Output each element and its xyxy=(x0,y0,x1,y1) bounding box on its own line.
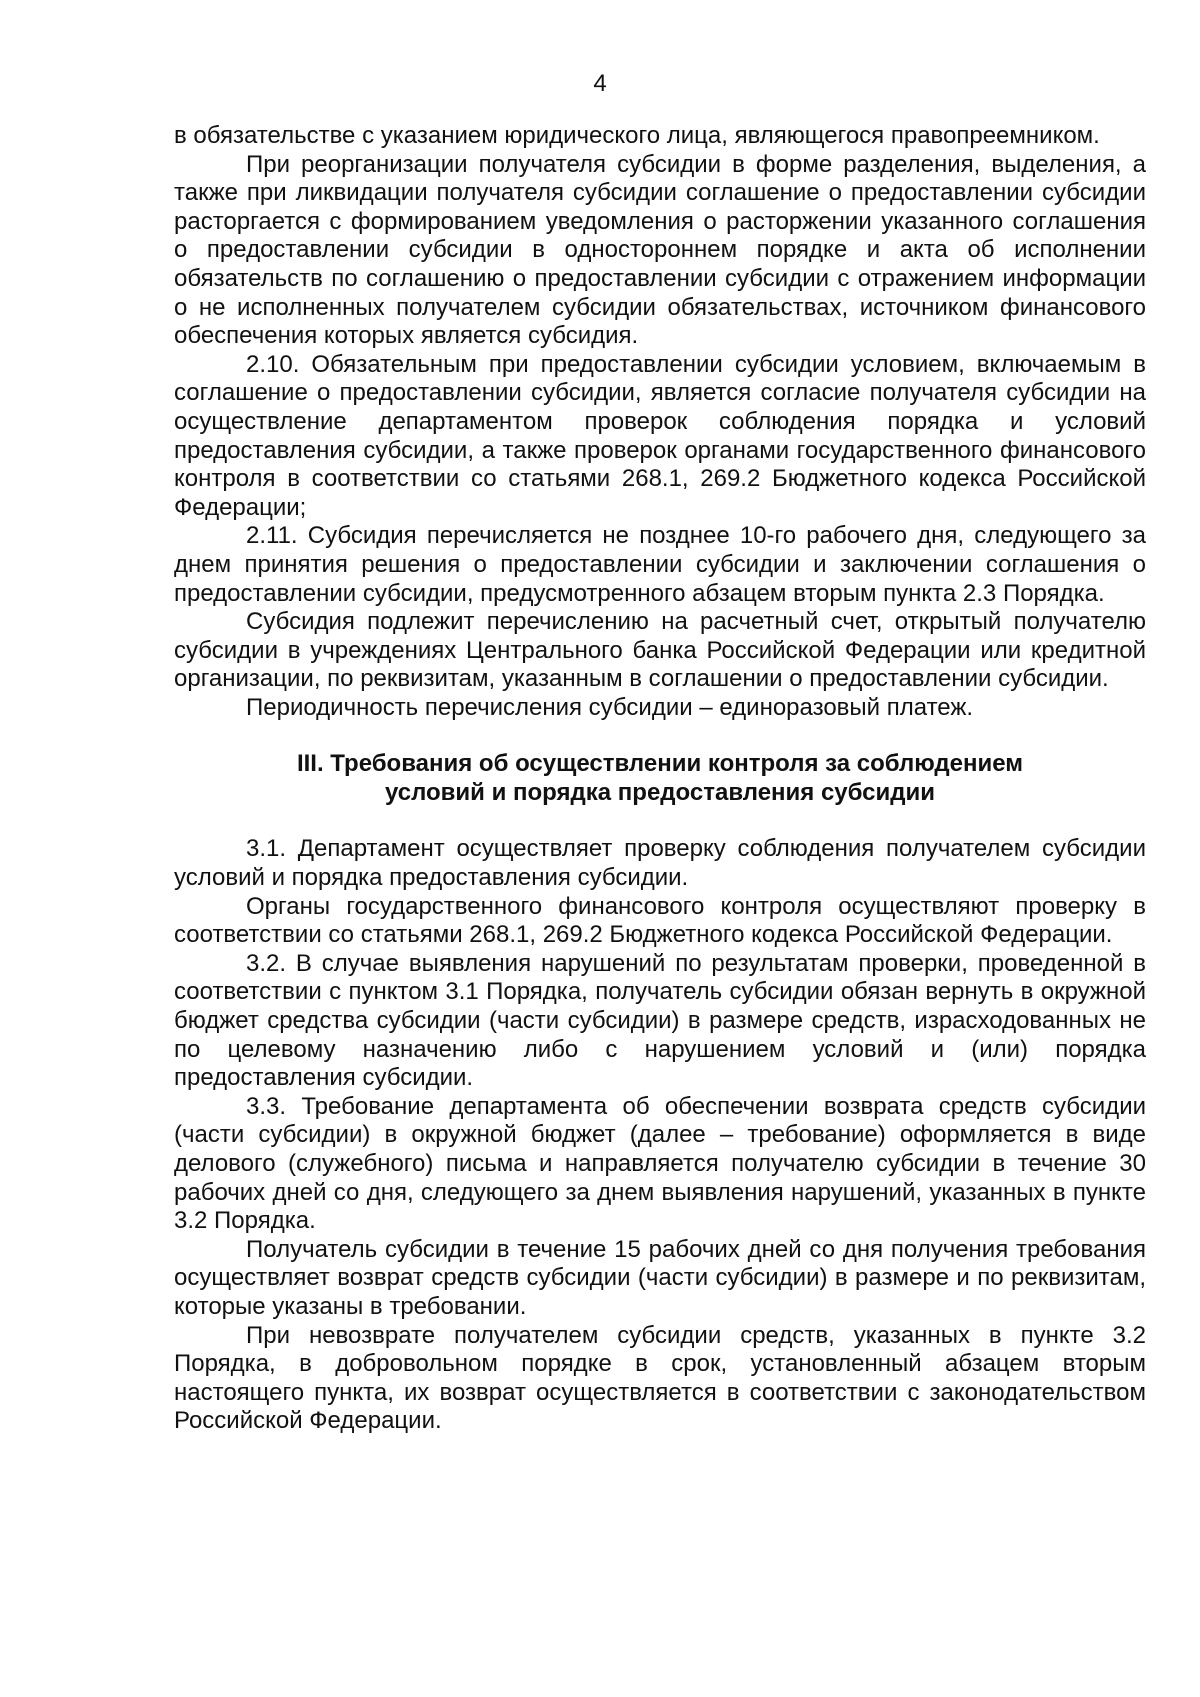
paragraph-clause-2-10: 2.10. Обязательным при предоставлении субсидии условием, включаемым в соглашение о предоставлении субсидии, является согласие получателя субсидии на осуществление департаментом проверок соблюдения порядка и условий предоставления субсидии, а также проверок органами государственного финансового контроля в соответствии со статьями 268.1, 269.2 Бюджетного кодекса Российской Федерации; xyxy=(174,350,1146,521)
section-heading-line: III. Требования об осуществлении контроля за соблюдением xyxy=(296,750,1024,778)
paragraph-clause-3-1: 3.1. Департамент осуществляет проверку соблюдения получателем субсидии условий и порядка предоставления субсидии. xyxy=(174,835,1146,892)
paragraph: в обязательстве с указанием юридического лица, являющегося правопреемником. xyxy=(174,122,1100,149)
document-body xyxy=(174,122,1146,1436)
paragraph-clause-3-3: 3.3. Требование департамента об обеспечении возврата средств субсидии (части субсидии) в окружной бюджет (далее – требование) оформляется в виде делового (служебного) письма и направляется получателю субсидии в течение 30 рабочих дней со дня, следующего за днем выявления нарушений, указанных в пункте 3.2 Порядка. xyxy=(174,1092,1146,1235)
paragraph: Периодичность перечисления субсидии – единоразовый платеж. xyxy=(246,693,974,721)
paragraph: Субсидия подлежит перечислению на расчетный счет, открытый получателю субсидии в учреждениях Центрального банка Российской Федерации или кредитной организации, по реквизитам, указанным в соглашении о предоставлении субсидии. xyxy=(174,608,1146,693)
page-number: 4 xyxy=(593,70,607,97)
section-heading-line: условий и порядка предоставления субсидии xyxy=(384,779,936,807)
paragraph-clause-2-11: 2.11. Субсидия перечисляется не позднее 10-го рабочего дня, следующего за днем принятия решения о предоставлении субсидии и заключении соглашения о предоставлении субсидии, предусмотренного абзацем вторым пункта 2.3 Порядка. xyxy=(174,522,1146,607)
paragraph: При реорганизации получателя субсидии в форме разделения, выделения, а также при ликвидации получателя субсидии соглашение о предоставлении субсидии расторгается с формированием уведомления о расторжении указанного соглашения о предоставлении субсидии в одностороннем порядке и акта об исполнении обязательств по соглашению о предоставлении субсидии с отражением информации о не исполненных получателем субсидии обязательствах, источником финансового обеспечения которых является субсидия. xyxy=(174,150,1146,350)
paragraph-clause-3-2: 3.2. В случае выявления нарушений по результатам проверки, проведенной в соответствии с пунктом 3.1 Порядка, получатель субсидии обязан вернуть в окружной бюджет средства субсидии (части субсидии) в размере средств, израсходованных не по целевому назначению либо с нарушением условий и (или) порядка предоставления субсидии. xyxy=(174,949,1146,1092)
paragraph: Получатель субсидии в течение 15 рабочих дней со дня получения требования осуществляет возврат средств субсидии (части субсидии) в размере и по реквизитам, которые указаны в требовании. xyxy=(174,1235,1146,1320)
paragraph: Органы государственного финансового контроля осуществляют проверку в соответствии со статьями 268.1, 269.2 Бюджетного кодекса Российской Федерации. xyxy=(174,892,1146,949)
paragraph: При невозврате получателем субсидии средств, указанных в пункте 3.2 Порядка, в добровольном порядке в срок, установленный абзацем вторым настоящего пункта, их возврат осуществляется в соответствии с законодательством Российской Федерации. xyxy=(174,1321,1146,1435)
section-heading xyxy=(174,749,1146,807)
